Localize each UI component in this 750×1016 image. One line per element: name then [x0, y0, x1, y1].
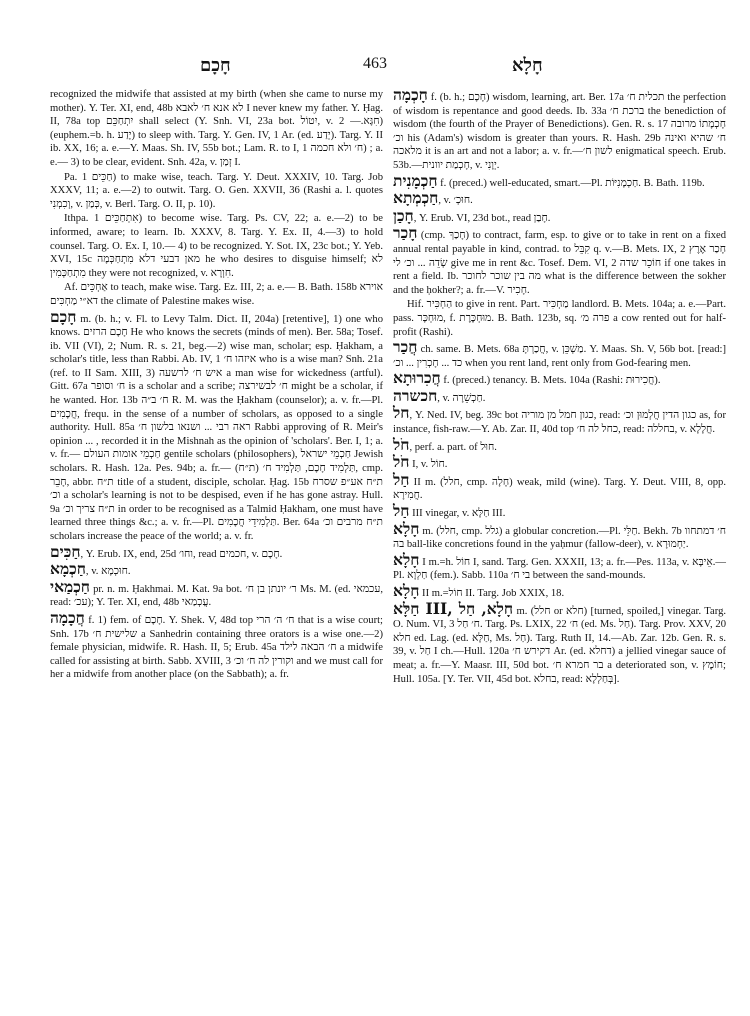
entry-text: , v. חוּכְ׳.	[438, 195, 473, 207]
dictionary-entry	[50, 212, 383, 280]
dictionary-entry	[50, 607, 384, 682]
right-column	[393, 85, 727, 687]
dictionary-entry	[393, 469, 727, 503]
entry-text: (cmp. חָכַךְ) to contract, farm, esp. to give or to take in rent on a fixed annual rental payable in kind, contrad. to קִבֵּל q. v.—B. Mets. IX, 2 חָכַר אֶרֶץ שְׂדֵה ... וכ׳ לי give me in rent &c. Tosef. Dem. VI, 2 חוֹכֵר שדה if one takes in rent a field. Ib. מה בין שוכר לחוכר what is the difference between the sokher and the ḥokher?; a. fr.—V. חָכִיר.	[393, 230, 727, 296]
dictionary-entry	[393, 434, 726, 455]
dictionary-entry	[393, 223, 727, 297]
dictionary-entry	[50, 171, 383, 212]
entry-headword: חֲכָמָה	[50, 607, 85, 627]
entry-text: , Y. Erub. IX, end, 25d וחו׳, read חכמים, v. חָכָם.	[80, 548, 283, 560]
dictionary-entry	[393, 205, 726, 226]
entry-headword: חָכַר	[393, 223, 418, 243]
entry-text: III vinegar, v. חַלָּא III.	[409, 508, 506, 520]
entry-text: I m.=h. חוֹל I, sand. Targ. Gen. XXXII, 13; a. fr.—Pes. 113a, v. אֵיבָּא.—Pl. חַלְוָא (fem.). Sabb. 110a בי ח׳ between the sand-mounds.	[393, 556, 726, 582]
dictionary-entry	[393, 598, 727, 687]
entry-headword: חל	[393, 403, 410, 423]
dictionary-entry	[393, 385, 726, 406]
dictionary-entry	[393, 337, 726, 370]
entry-headword: חָכְמָה	[393, 85, 428, 104]
entry-text: f. (b. h.; חָכָם) wisdom, learning, art. Ber. 17a תכלית ח׳ the perfection of wisdom is repentance and good deeds. Ib. 33a ברכת ח׳ the benediction of wisdom (the fourth of the Prayer of Benedictions). Gen. R. s. 17 חָכְמָתוֹ מרובה וכ׳ his (Adam's) wisdom is greater than yours. R. Hash. 29b ח׳ שהיא ואינה מלאכה it is an art and not a labor; a. v. fr.—לשון ח׳ enigmatical speech. Erub. 53b.—חָכְמַת יוונית, v. יְוָנִי.	[393, 92, 727, 171]
entry-text: Af. אַחְכֵּים to teach, make wise. Targ. Ez. III, 2; a. e.— B. Bath. 158b אוירא דא״י מַחְכִּים the climate of Palestine makes wise.	[50, 282, 383, 307]
entry-headword: חֲכִרוּתָא	[393, 368, 441, 388]
entry-text: pr. n. m. Ḥakhmai. M. Kat. 9a bot. ר׳ יונתן בן ח׳ Ms. M. (ed. עכמאי, read: עכ׳); Y. Ter. XI, end, 48b עֲכְמַאי.	[50, 583, 383, 609]
entry-headword: חַכְמְתָא	[393, 188, 439, 208]
dictionary-entry	[393, 403, 726, 436]
entry-headword: חכשרה	[393, 385, 438, 405]
entry-text: m. (חלל or חלא) [turned, spoiled,] vinegar. Targ. O. Num. VI, 3 ח׳ חַל. Targ. Ps. LXIX, 22 ח׳ (ed. Ms. חַל). Targ. Prov. XXV, 20 חלא ed. Lag. (ed. חַלָּא, Ms. חַל). Targ. Ruth II, 14.—Ab. Zar. 12b. Gen. R. s. 39, v. חַל I ch.—Hull. 120a דקירש ח׳ Ar. (ed. דחלא) a jellied vinegar sauce of meat; a. fr.—Y. Maasr. III, 50d bot. בר חמרא ח׳ a deteriorated son, v. חוֹמֶץ; Hull. 105a. [Y. Ter. VII, 45d bot. בחלא, read: בְּחַלְלָא].	[393, 605, 727, 685]
entry-headword: חַכְמַאי	[50, 576, 90, 596]
dictionary-entry	[50, 306, 384, 544]
entry-text: recognized the midwife that assisted at my birth (when she came to nurse my mother). Y. Ter. XI, end, 48b לא אנא ח׳ לאבא I never knew my father. Y. Ḥag. II, 78a top יִתְחַכֵּם shall select (Y. Snh. VI, 23a bot. יִטוֹל, v. חִגָּא.— 2) (euphem.=b. h. יָדַע) to sleep with. Targ. Y. Gen. IV, 1 Ar. (ed. יְדַע). Targ. Y. II ib. XX, 16; a. e.—Y. Maas. Sh. IV, 55b bot.; Lam. R. to I, 1 ח׳ ולא חכמה) ; a. e.— 3) to be clear, evident. Snh. 42a, v. זְמַן I.	[50, 89, 384, 168]
dictionary-entry	[393, 170, 726, 191]
entry-headword: חַכְמָא	[50, 559, 86, 579]
entry-headword: חָלָא	[393, 518, 420, 538]
entry-text: ch. same. B. Mets. 68a חֲכַרְתָּ, v. מַשְׁכֵּן. Y. Maas. Sh. V, 56b bot. [read:] כד ... חָכְרִין ... וכ׳ when you rent land, rent only from God-fearing men.	[393, 344, 726, 369]
dictionary-entry	[393, 549, 726, 583]
dictionary-entry	[393, 188, 726, 208]
entry-headword: חֹל	[393, 434, 410, 454]
dictionary-entry	[50, 576, 383, 610]
dictionary-entry	[393, 368, 726, 388]
entry-text: , perf. a. part. of חוּל.	[409, 441, 497, 453]
entry-text: , Y. Erub. VI, 23d bot., read חָבַן.	[413, 212, 551, 224]
entry-text: m. (חלל, cmp. גלל) a globular concretion.—Pl. חַלֵּי. Bekh. 7b ח׳ דמתחוו בה ball-like concretions found in the yaḥmur (fallow-deer), v. יַחְמוּרָא.	[393, 525, 727, 551]
page-number: 463	[363, 55, 387, 72]
entry-text: II m.=חוֹל II. Targ. Job XXIX, 18.	[419, 588, 565, 599]
entry-headword: חַל	[393, 501, 410, 521]
entry-text: , v. חַכְשֵׁרָה.	[437, 392, 486, 404]
dictionary-entry	[50, 559, 383, 579]
page-header	[0, 55, 750, 79]
entry-text: m. (b. h.; v. Fl. to Levy Talm. Dict. II, 204a) [retentive], 1) one who knows. חָכָם הרזים He who knows the secrets (minds of men). Ber. 58a; Tosef. ib. VII (VI), 2; Num. R. s. 21, beg.—2) wise man, scholar; esp. Ḥakham, a scholar's title, less than Rabbi. Ab. IV, 1 איזהו ח׳ who is a wise man? Snh. 21a (ref. to II Sam. XIII, 3) איש ח׳ לרשעה a man wise for wickedness (artful). Gitt. 67a ח׳ וסופר is a scholar and a scribe; ח׳ לבשירצה might be a scholar, if he wanted. Hor. 13b ח׳ ב״ה R. M. was the Ḥakham (counselor); a. v. fr.—Pl. חֲכָמִים, frequ. in the sense of a number of scholars, as opposed to a single authority. Hull. 85a ראה רבי ... ושנאו בלשון ח׳ Rabbi approving of R. Meir's opinion ... , recorded it in the Mishnah as the opinion of 'scholars'. Ber. I, 1; a. v. fr.— חַכְמֵי אומות העולם gentile scholars (philosophers), חַכְמֵי ישראל Jewish scholars. R. Hash. 12a. Pes. 94b; a. fr.— תַּלְמִיד חָכָם, תַּלְמִיד ח׳ (ת״ח), cmp. חָבֵר, abbr. ת״ח title of a student, disciple, scholar. Ḥag. 15b ת״ח אע״פ שסרח וכ׳ a scholar's learning is not to be despised, even if he has gone astray. Hull. 9a ת״ח צריך וכ׳ in order to be recognised as a Talmid Ḥakham, one must have learned three things &c.; a. v. fr.—Pl. תַּלְמִידֵי חֲכָמִים. Ber. 64a ת״ח מרבים וכ׳ scholars increase the peace of the world; a. v. fr.	[50, 313, 384, 542]
entry-headword: חֹל	[393, 452, 410, 472]
entry-headword: חַכִּים	[50, 541, 81, 561]
entry-text: , v. חוּכְמָא.	[85, 566, 131, 578]
dictionary-entry	[393, 85, 727, 173]
entry-headword: חַכְמָנִית	[393, 170, 438, 190]
entry-text: I, v. חוֹל.	[409, 459, 448, 471]
entry-text: f. (preced.) tenancy. B. Mets. 104a (Rashi: חֲכִירוּת).	[440, 375, 661, 387]
dictionary-entry	[50, 541, 383, 562]
entry-text: Ithpa. אִתְחַכֵּים 1) to become wise. Targ. Ps. CV, 22; a. e.—2) to be informed, aware; to learn. Ib. XXXV, 8. Targ. Y. Ex. II, 4.—3) to hold counsel. Targ. O. Ex. I, 10.— 4) to be recognized. Y. Sot. IX, 23c bot.; Y. Yeb. XVI, 15c מאן דבעי דלא מִתְחַכְּמָה he who desires to disguise himself; לא מִתְחַכְּמִין they were not recognized, v. חִוְרָא.	[50, 213, 383, 279]
entry-headword: חַל	[393, 469, 410, 489]
entry-text: Pa. חַכֵּים 1) to make wise, teach. Targ. Y. Deut. XXXIV, 10. Targ. Job XXXV, 11; a. e.—2) to outwit. Targ. O. Gen. XXVII, 36 (Rashi a. l. quotes וְכִמְנִי, v. כְּמַן, v. Berl. Targ. O. II, p. 10).	[50, 171, 384, 210]
entry-headword: חָכַן	[393, 205, 414, 225]
dictionary-entry	[50, 281, 383, 308]
entry-headword: חָלָא	[393, 581, 420, 600]
dictionary-entry	[393, 518, 727, 552]
dictionary-entry	[393, 298, 726, 339]
entry-headword: חַלָּא III, חָלָא, חַל	[393, 598, 514, 618]
entry-headword: חָלָא	[393, 549, 420, 569]
entry-headword: חָכָם	[50, 306, 77, 326]
left-column	[50, 88, 383, 683]
dictionary-entry	[393, 452, 726, 472]
entry-text: II m. (חלל, cmp. חָלָה) weak, mild (wine). Targ. Y. Deut. VIII, 8, opp. חֲמִירָא.	[393, 476, 727, 502]
left-running-headword: חָכָם	[200, 55, 231, 75]
entry-text: Hif. הַחְכִּיר to give in rent. Part. מַחְכִּיר landlord. B. Mets. 104a; a. e.—Part. pass. מוּחְכָּר, f. מוּחְכֶּרֶת. B. Bath. 123b, sq. פרה מ׳ a cow rented out for half-profit (Rashi).	[393, 299, 727, 338]
dictionary-entry	[393, 501, 726, 521]
entry-text: , Y. Ned. IV, beg. 39c bot כגון חמל מן מוריה, read: כגון הדין חֲלְמוּן וכ׳ as, for instance, fish-raw.—Y. Ab. Zar. II, 40d top כחל לה ח׳, read: בחללה, v. חֲלָלָא.	[393, 410, 726, 436]
entry-text: f. (preced.) well-educated, smart.—Pl. חַכְמָנִיּוֹת. B. Bath. 119b.	[437, 177, 705, 189]
dictionary-entry	[50, 88, 383, 170]
entry-headword: חֲכַר	[393, 337, 418, 357]
right-running-headword: חָלָא	[512, 55, 543, 75]
entry-text: f. 1) fem. of חָכָם. Y. Shek. V, 48d top ח׳ ה׳ הרי that is a wise court; Snh. 17b שלישית ח׳ a Sanhedrin containing three orators is a wise one.—2) female physician, midwife. R. Hash. II, 5; Erub. 45a ח׳ הבאה לילד a midwife called for assisting at birth. Sabb. XVIII, 3 וקורין לה ח׳ וכ׳ and we must call for her a midwife from another place (on the Sabbath); a. fr.	[50, 614, 384, 681]
